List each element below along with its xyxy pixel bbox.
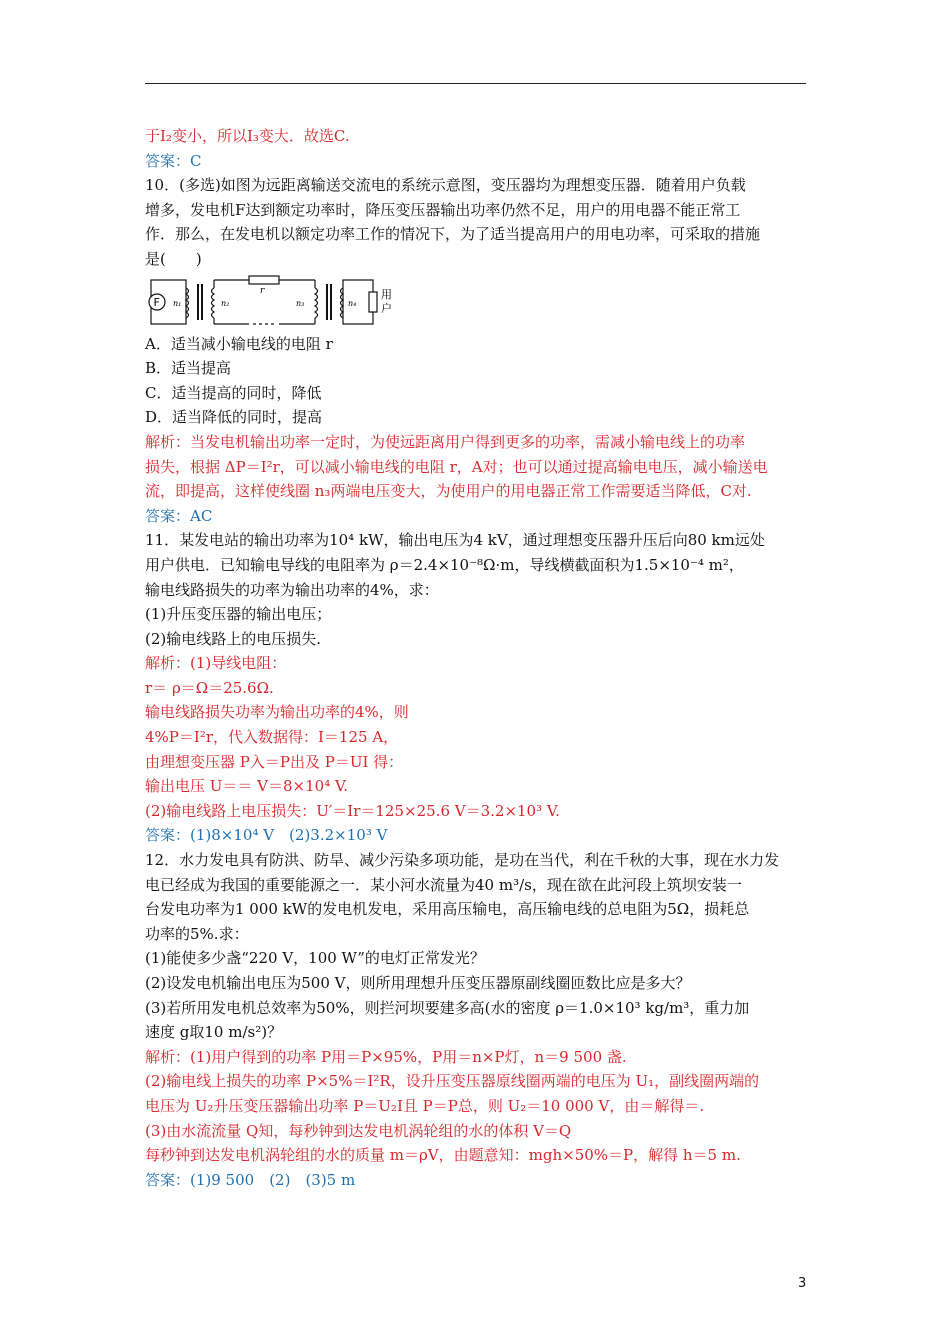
circuit-svg: [145, 272, 405, 332]
q11-analysis-line: r＝ ρ＝Ω＝25.6Ω.: [145, 678, 274, 697]
n3-label: n₃: [296, 298, 305, 308]
q12-analysis-line: 每秒钟到达发电机涡轮组的水的质量 m＝ρV，由题意知：mgh×50%＝P，解得 h＝5 m.: [145, 1146, 741, 1165]
page-number: 3: [798, 1276, 807, 1291]
q10-analysis-line: 流，即提高，这样使线圈 n₃两端电压变大，为使用户的用电器正常工作需要适当降低，C对.: [145, 482, 752, 501]
q10-stem-line: 作．那么，在发电机以额定功率工作的情况下，为了适当提高用户的用电功率，可采取的措施: [145, 225, 761, 244]
q9-reason-line: 于I₂变小，所以I₃变大．故选C.: [145, 127, 350, 145]
q12-analysis-line: (2)输电线上损失的功率 P×5%＝I²R，设升压变压器原线圈两端的电压为 U₁，副线圈两端的: [145, 1072, 760, 1091]
q10-stem-line: 增多，发电机F达到额定功率时，降压变压器输出功率仍然不足，用户的用电器不能正常工: [145, 200, 741, 219]
q10-analysis-line: 解析：当发电机输出功率一定时，为使远距离用户得到更多的功率，需减小输电线上的功率: [145, 432, 746, 451]
q12-stem-line: 12．水力发电具有防洪、防旱、减少污染多项功能，是功在当代，利在千秋的大事，现在水力发: [145, 851, 780, 870]
q12-answer: 答案：(1)9 500 (2) (3)5 m: [145, 1170, 356, 1189]
header-rule: [145, 83, 806, 84]
q11-analysis: [145, 651, 807, 823]
n2-label: n₂: [221, 298, 230, 308]
user-label: 用 户: [381, 287, 392, 315]
q12-analysis-line: 解析：(1)用户得到的功率 P用＝P×95%，P用＝n×P灯，n＝9 500 盏.: [145, 1047, 627, 1066]
q10-stem: [145, 173, 807, 271]
q12-part: (1)能使多少盏“220 V，100 W”的电灯正常发光？: [145, 949, 485, 968]
q10-option-b: B．适当提高: [145, 359, 232, 378]
power-transmission-diagram: [145, 272, 807, 332]
generator-label: F: [153, 295, 160, 309]
q12-stem-line: 电已经成为我国的重要能源之一．某小河水流量为40 m³/s，现在欲在此河段上筑坝安装一: [145, 875, 742, 894]
q10-analysis-line: 损失，根据 ΔP＝I²r，可以减小输电线的电阻 r，A对；也可以通过提高输电电压，减小输送电: [145, 457, 768, 476]
n4-label: n₄: [348, 298, 357, 308]
q11-analysis-line: (2)输电线路上电压损失：U′＝Ir＝125×25.6 V＝3.2×10³ V.: [145, 801, 560, 820]
n1-label: n₁: [173, 298, 182, 308]
q11-stem-line: 用户供电．已知输电导线的电阻率为 ρ＝2.4×10⁻⁸Ω·m，导线横截面积为1.5×10⁻⁴ m²，: [145, 555, 744, 574]
q10-stem-line: 10．(多选)如图为远距离输送交流电的系统示意图，变压器均为理想变压器．随着用户负载: [145, 176, 746, 195]
q12-analysis-line: 电压为 U₂升压变压器输出功率 P＝U₂I且 P＝P总，则 U₂＝10 000 V，由＝解得＝.: [145, 1096, 705, 1115]
q12-analysis: [145, 1045, 807, 1168]
q10-option-a: A．适当减小输电线的电阻 r: [145, 334, 333, 353]
q11-answer: 答案：(1)8×10⁴ V (2)3.2×10³ V: [145, 826, 388, 845]
q11-part: (2)输电线路上的电压损失.: [145, 629, 322, 648]
q11-stem-line: 输电线路损失的功率为输出功率的4%，求：: [145, 580, 439, 599]
q10-option-d: D．适当降低的同时，提高: [145, 408, 323, 427]
q11-stem: [145, 528, 807, 651]
q11-analysis-line: 输电线路损失功率为输出功率的4%，则: [145, 703, 409, 722]
user-load: [369, 292, 377, 312]
q11-analysis-line: 4%P＝I²r，代入数据得：I＝125 A，: [145, 728, 399, 747]
q11-analysis-line: 解析：(1)导线电阻：: [145, 654, 287, 673]
q12-analysis-line: (3)由水流流量 Q知，每秒钟到达发电机涡轮组的水的体积 V＝Q: [145, 1121, 572, 1140]
q12-stem-line: 台发电功率为1 000 kW的发电机发电，采用高压输电，高压输电线的总电阻为5Ω，损耗总: [145, 900, 750, 919]
q12-stem-line: 功率的5%.求：: [145, 924, 249, 943]
coil-n3: [315, 288, 318, 318]
q11-analysis-line: 输出电压 U＝＝ V＝8×10⁴ V.: [145, 777, 348, 796]
q10-stem-line: 是( ): [145, 249, 202, 268]
q11-stem-line: 11．某发电站的输出功率为10⁴ kW，输出电压为4 kV，通过理想变压器升压后向80 km远处: [145, 531, 765, 550]
q12-stem: [145, 848, 807, 1045]
q11-analysis-line: 由理想变压器 P入＝P出及 P＝UI 得：: [145, 752, 404, 771]
q12-part: (3)若所用发电机总效率为50%，则拦河坝要建多高(水的密度 ρ＝1.0×10³ kg/m³，重力加: [145, 998, 750, 1017]
coil-n2: [212, 288, 215, 318]
q12-part: (2)设发电机输出电压为500 V，则所用理想升压变压器原副线圈匝数比应是多大？: [145, 974, 691, 992]
q9-answer: 答案：C: [145, 151, 202, 170]
resistor-r: [249, 276, 279, 284]
q10-option-c: C．适当提高的同时，降低: [145, 383, 322, 402]
q10-answer: 答案：AC: [145, 506, 213, 525]
q10-options: [145, 332, 807, 430]
r-label: r: [260, 285, 265, 296]
q11-part: (1)升压变压器的输出电压；: [145, 605, 332, 624]
q12-part: 速度 g取10 m/s²)？: [145, 1023, 283, 1042]
document-body: [145, 124, 807, 1192]
q10-analysis: [145, 430, 807, 504]
